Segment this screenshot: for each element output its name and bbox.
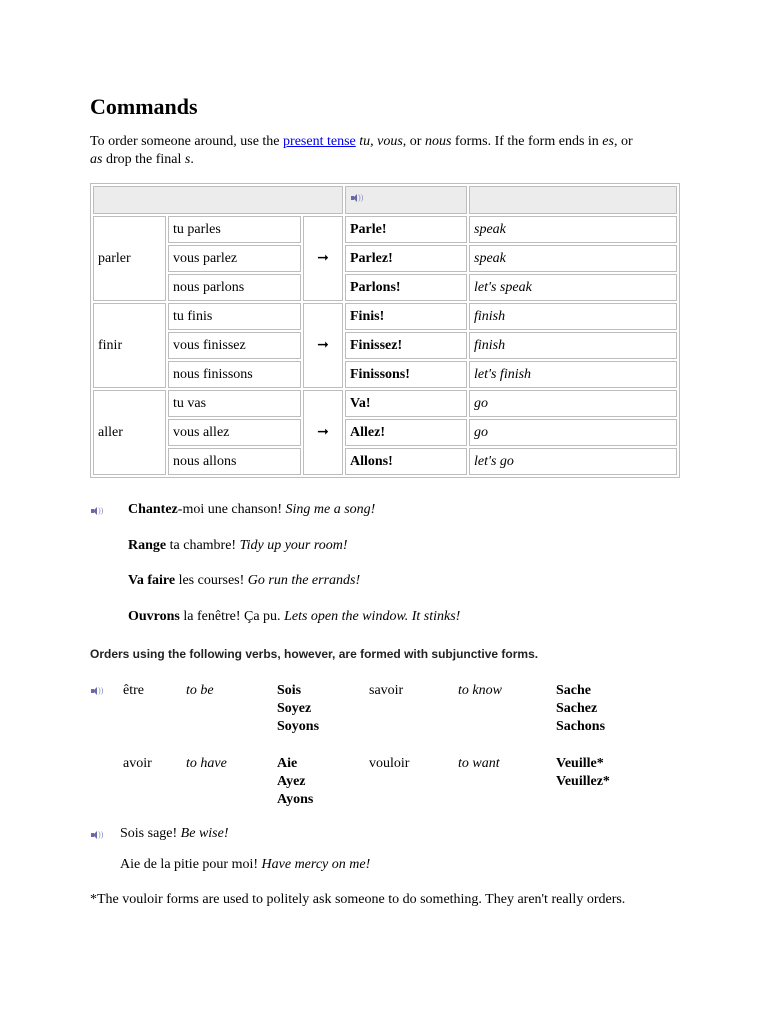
header-cell-blank-2 xyxy=(469,186,677,214)
table-row xyxy=(93,390,677,417)
verb-etre-translation: to be xyxy=(186,683,214,698)
verb-savoir-translation: to know xyxy=(458,683,502,698)
verb-avoir: avoir xyxy=(123,756,152,771)
form-cell: nous allons xyxy=(168,448,301,475)
command-cell: Parle! xyxy=(345,216,467,243)
command-cell: Allez! xyxy=(345,419,467,446)
table-row xyxy=(93,303,677,330)
command-cell: Parlez! xyxy=(345,245,467,272)
command-cell: Finissez! xyxy=(345,332,467,359)
verb-cell: aller xyxy=(93,390,166,475)
verb-cell: finir xyxy=(93,303,166,388)
table-row xyxy=(93,419,677,446)
subjunctive-example: Aie de la pitie pour moi! Have mercy on me! xyxy=(120,857,371,872)
table-row xyxy=(93,361,677,388)
footnote: *The vouloir forms are used to politely ask someone to do something. They aren't really orders. xyxy=(90,892,626,907)
speaker-icon[interactable]: )) xyxy=(350,193,362,203)
table-row xyxy=(93,332,677,359)
translation-cell: speak xyxy=(469,216,677,243)
translation-cell: let's speak xyxy=(469,274,677,301)
avoir-forms: Aie Ayez Ayons xyxy=(277,756,314,807)
verb-vouloir: vouloir xyxy=(369,756,410,771)
example-sentence: Va faire les courses! Go run the errands! xyxy=(128,573,361,588)
verb-etre: être xyxy=(123,683,144,698)
translation-cell: finish xyxy=(469,303,677,330)
subjunctive-example: Sois sage! Be wise! xyxy=(120,826,229,841)
form-cell: vous finissez xyxy=(168,332,301,359)
table-header-row xyxy=(93,186,677,214)
speaker-icon[interactable]: )) xyxy=(90,506,102,516)
conjugation-table xyxy=(90,183,680,478)
form-cell: vous allez xyxy=(168,419,301,446)
verb-cell: parler xyxy=(93,216,166,301)
form-cell: nous finissons xyxy=(168,361,301,388)
verb-savoir: savoir xyxy=(369,683,404,698)
form-cell: tu parles xyxy=(168,216,301,243)
command-cell: Va! xyxy=(345,390,467,417)
translation-cell: let's go xyxy=(469,448,677,475)
speaker-icon[interactable]: )) xyxy=(90,686,102,696)
verb-avoir-translation: to have xyxy=(186,756,227,771)
command-cell: Finissons! xyxy=(345,361,467,388)
translation-cell: finish xyxy=(469,332,677,359)
example-sentence: Ouvrons la fenêtre! Ça pu. Lets open the window. It stinks! xyxy=(128,609,461,624)
right-arrow-icon: ➞ xyxy=(303,390,343,475)
vouloir-forms: Veuille* Veuillez* xyxy=(556,756,610,789)
savoir-forms: Sache Sachez Sachons xyxy=(556,683,606,734)
example-sentence: Chantez-moi une chanson! Sing me a song! xyxy=(128,502,376,517)
command-cell: Finis! xyxy=(345,303,467,330)
present-tense-link[interactable]: present tense xyxy=(283,134,356,149)
table-row xyxy=(93,245,677,272)
form-cell: vous parlez xyxy=(168,245,301,272)
intro-paragraph: To order someone around, use the present tense tu, vous, or nous forms. If the form ends in es, or as drop the final s. xyxy=(90,134,633,167)
table-row xyxy=(93,274,677,301)
command-cell: Allons! xyxy=(345,448,467,475)
translation-cell: go xyxy=(469,419,677,446)
translation-cell: speak xyxy=(469,245,677,272)
form-cell: tu finis xyxy=(168,303,301,330)
subjunctive-note: Orders using the following verbs, however, are formed with subjunctive forms. xyxy=(90,647,539,661)
header-cell-blank xyxy=(93,186,343,214)
right-arrow-icon: ➞ xyxy=(303,303,343,388)
translation-cell: go xyxy=(469,390,677,417)
page-title: Commands xyxy=(90,94,198,119)
etre-forms: Sois Soyez Soyons xyxy=(277,683,320,734)
example-sentence: Range ta chambre! Tidy up your room! xyxy=(128,538,348,553)
table-row xyxy=(93,448,677,475)
command-cell: Parlons! xyxy=(345,274,467,301)
verb-vouloir-translation: to want xyxy=(458,756,500,771)
form-cell: nous parlons xyxy=(168,274,301,301)
right-arrow-icon: ➞ xyxy=(303,216,343,301)
translation-cell: let's finish xyxy=(469,361,677,388)
table-row xyxy=(93,216,677,243)
header-cell-audio xyxy=(345,186,467,214)
speaker-icon[interactable]: )) xyxy=(90,830,102,840)
form-cell: tu vas xyxy=(168,390,301,417)
